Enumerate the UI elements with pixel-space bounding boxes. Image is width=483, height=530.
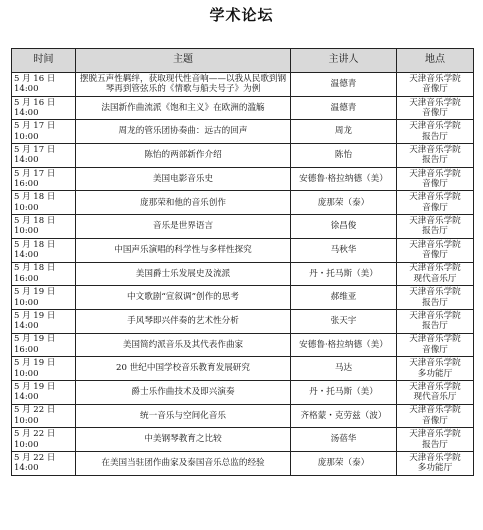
cell-place: 天津音乐学院 报告厅 (397, 286, 474, 310)
cell-speaker: 汤蓓华 (291, 428, 397, 452)
cell-time: 5 月 17 日 14:00 (12, 144, 76, 168)
table-row (12, 73, 474, 97)
cell-place: 天津音乐学院 现代音乐厅 (397, 262, 474, 286)
table-row (12, 452, 474, 476)
table-row (12, 144, 474, 168)
table-row (12, 167, 474, 191)
cell-place: 天津音乐学院 报告厅 (397, 428, 474, 452)
cell-time: 5 月 22 日 10:00 (12, 428, 76, 452)
cell-speaker: 陈怡 (291, 144, 397, 168)
cell-speaker: 郝维亚 (291, 286, 397, 310)
cell-topic: 美国爵士乐发展史及流派 (76, 262, 291, 286)
cell-speaker: 丹・托马斯（美） (291, 380, 397, 404)
cell-topic: 中国声乐演唱的科学性与多样性探究 (76, 238, 291, 262)
cell-topic: 20 世纪中国学校音乐教育发展研究 (76, 357, 291, 381)
cell-speaker: 周龙 (291, 120, 397, 144)
cell-time: 5 月 16 日 14:00 (12, 96, 76, 120)
cell-topic: 爵士乐作曲技术及即兴演奏 (76, 380, 291, 404)
cell-place: 天津音乐学院 报告厅 (397, 309, 474, 333)
cell-topic: 美国简约派音乐及其代表作曲家 (76, 333, 291, 357)
cell-time: 5 月 19 日 16:00 (12, 333, 76, 357)
cell-speaker: 马秋华 (291, 238, 397, 262)
cell-place: 天津音乐学院 音像厅 (397, 96, 474, 120)
header-place: 地点 (397, 49, 474, 73)
cell-speaker: 安德鲁·格拉纳德（美） (291, 167, 397, 191)
forum-schedule-table (11, 48, 474, 476)
cell-time: 5 月 19 日 14:00 (12, 380, 76, 404)
table-row (12, 404, 474, 428)
cell-topic: 美国电影音乐史 (76, 167, 291, 191)
cell-place: 天津音乐学院 报告厅 (397, 120, 474, 144)
cell-place: 天津音乐学院 音像厅 (397, 404, 474, 428)
cell-time: 5 月 22 日 10:00 (12, 404, 76, 428)
cell-topic: 庞那荣和他的音乐创作 (76, 191, 291, 215)
cell-place: 天津音乐学院 音像厅 (397, 333, 474, 357)
cell-time: 5 月 17 日 16:00 (12, 167, 76, 191)
cell-topic: 中美钢琴教育之比较 (76, 428, 291, 452)
cell-time: 5 月 18 日 14:00 (12, 238, 76, 262)
cell-speaker: 庞那荣（泰） (291, 452, 397, 476)
cell-place: 天津音乐学院 音像厅 (397, 191, 474, 215)
cell-topic: 音乐是世界语言 (76, 215, 291, 239)
cell-place: 天津音乐学院 现代音乐厅 (397, 380, 474, 404)
header-speaker: 主讲人 (291, 49, 397, 73)
cell-time: 5 月 19 日 10:00 (12, 357, 76, 381)
cell-place: 天津音乐学院 报告厅 (397, 215, 474, 239)
cell-topic: 陈怡的两部新作介绍 (76, 144, 291, 168)
cell-place: 天津音乐学院 音像厅 (397, 73, 474, 97)
cell-topic: 周龙的管乐团协奏曲：远古的回声 (76, 120, 291, 144)
table-row (12, 428, 474, 452)
cell-place: 天津音乐学院 多功能厅 (397, 357, 474, 381)
table-row (12, 357, 474, 381)
cell-speaker: 齐格蒙・克劳兹（波） (291, 404, 397, 428)
cell-time: 5 月 16 日 14:00 (12, 73, 76, 97)
cell-topic: 统一音乐与空间化音乐 (76, 404, 291, 428)
table-row (12, 309, 474, 333)
cell-time: 5 月 22 日 14:00 (12, 452, 76, 476)
cell-place: 天津音乐学院 多功能厅 (397, 452, 474, 476)
cell-time: 5 月 18 日 16:00 (12, 262, 76, 286)
cell-place: 天津音乐学院 报告厅 (397, 144, 474, 168)
cell-speaker: 马达 (291, 357, 397, 381)
table-row (12, 215, 474, 239)
cell-time: 5 月 17 日 10:00 (12, 120, 76, 144)
cell-speaker: 温德青 (291, 96, 397, 120)
header-time: 时间 (12, 49, 76, 73)
table-row (12, 333, 474, 357)
cell-topic: 摆脱五声性羁绊，获取现代性音响——以我从民歌到钢琴再到管弦乐的《情歌与船夫号子》为例 (76, 73, 291, 97)
table-row (12, 380, 474, 404)
cell-place: 天津音乐学院 音像厅 (397, 238, 474, 262)
cell-speaker: 庞那荣（泰） (291, 191, 397, 215)
table-row (12, 96, 474, 120)
cell-speaker: 丹・托马斯（美） (291, 262, 397, 286)
cell-topic: 法国新作曲流派《饱和主义》在欧洲的滥觞 (76, 96, 291, 120)
table-row (12, 238, 474, 262)
table-row (12, 262, 474, 286)
table-row (12, 191, 474, 215)
table-row (12, 286, 474, 310)
cell-time: 5 月 18 日 10:00 (12, 215, 76, 239)
cell-time: 5 月 19 日 14:00 (12, 309, 76, 333)
cell-time: 5 月 18 日 10:00 (12, 191, 76, 215)
header-topic: 主题 (76, 49, 291, 73)
cell-speaker: 张天宇 (291, 309, 397, 333)
cell-topic: 在美国当驻团作曲家及泰国音乐总监的经验 (76, 452, 291, 476)
page-title: 学术论坛 (209, 6, 274, 24)
table-row (12, 120, 474, 144)
cell-topic: 手风琴即兴伴奏的艺术性分析 (76, 309, 291, 333)
cell-time: 5 月 19 日 10:00 (12, 286, 76, 310)
table-header-row (12, 49, 474, 73)
cell-topic: 中文歌剧“宣叙调”创作的思考 (76, 286, 291, 310)
cell-speaker: 徐昌俊 (291, 215, 397, 239)
cell-speaker: 安德鲁·格拉纳德（美） (291, 333, 397, 357)
cell-place: 天津音乐学院 音像厅 (397, 167, 474, 191)
cell-speaker: 温德青 (291, 73, 397, 97)
